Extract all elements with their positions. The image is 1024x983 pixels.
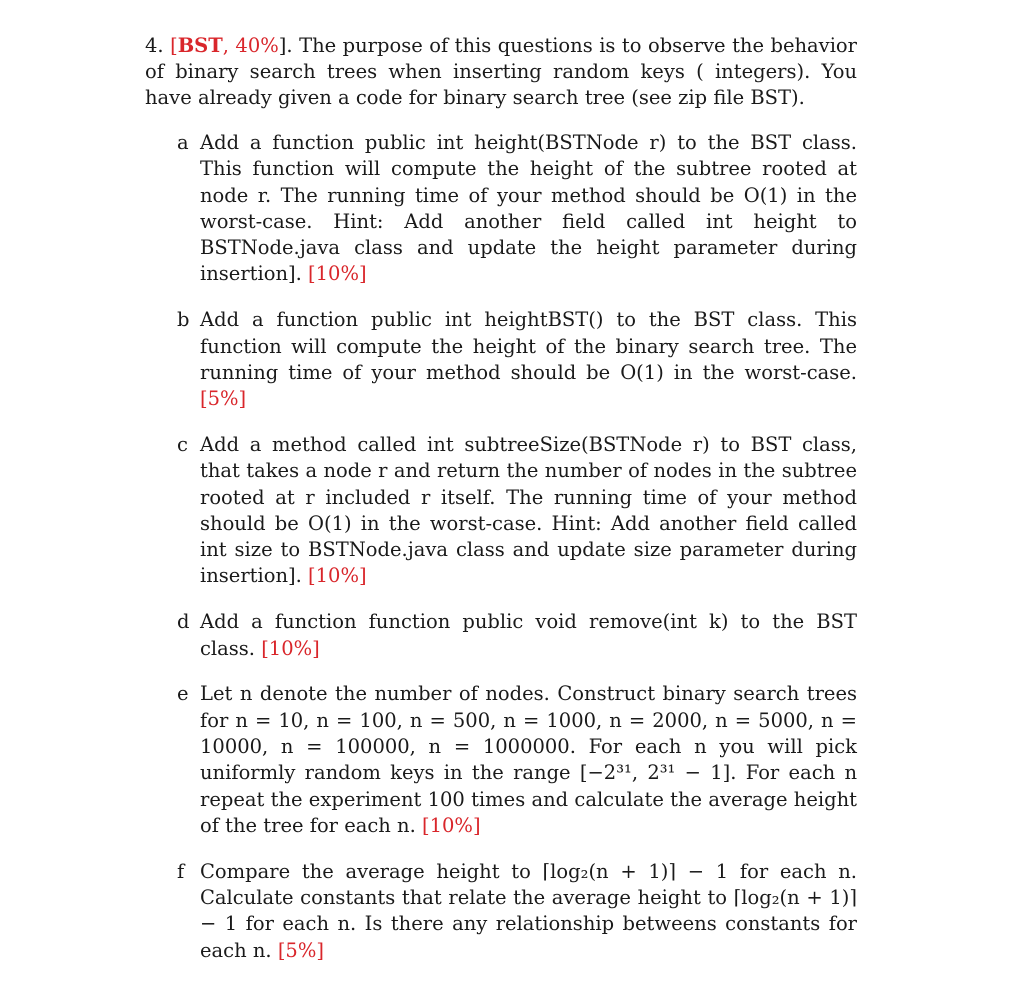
question-list <box>145 130 857 964</box>
question-item-b <box>145 307 857 412</box>
item-letter: f <box>177 859 185 883</box>
item-points: [10%] <box>261 636 320 660</box>
question-item-d <box>145 609 857 662</box>
item-letter: b <box>177 308 190 332</box>
item-letter: d <box>177 610 190 634</box>
item-points: [10%] <box>308 564 367 588</box>
item-points: [5%] <box>277 938 324 962</box>
item-points: [5%] <box>200 387 247 411</box>
problem-weight: , 40% <box>222 34 279 57</box>
item-points: [10%] <box>308 262 367 286</box>
item-text: Add a function public int height(BSTNode r) to the BST class. This function will compute the height of the subtree rooted at node r. The running time of your method should be O(1) in the worst-case. Hint: Add another field called int height to BSTNode.java class and update the height parameter during insertion]. <box>200 131 857 286</box>
item-points: [10%] <box>422 813 481 837</box>
item-text: Let n denote the number of nodes. Construct binary search trees for n = 10, n = 100, n = 500, n = 1000, n = 2000, n = 5000, n = 10000, n = 100000, n = 1000000. For each n you will pick uniformly random keys in the range [−2³¹, 2³¹ − 1]. For each n repeat the experiment 100 times and calculate the average height of the tree for each n. <box>200 682 857 837</box>
item-text: Add a function function public void remove(int k) to the BST class. <box>200 610 857 660</box>
question-item-a <box>145 130 857 288</box>
problem-tag: BST <box>177 34 223 57</box>
question-item-f <box>145 859 857 964</box>
question-item-c <box>145 432 857 590</box>
item-text: Add a method called int subtreeSize(BSTNode r) to BST class, that takes a node r and return the number of nodes in the subtree rooted at r included r itself. The running time of your method should be O(1) in the worst-case. Hint: Add another field called int size to BSTNode.java class and update size parameter during insertion]. <box>200 432 857 588</box>
item-text: Compare the average height to ⌈log₂(n + 1)⌉ − 1 for each n. Calculate constants that relate the average height to ⌈log₂(n + 1)⌉ − 1 for each n. Is there any relationship betweens constants for each n. <box>200 859 857 962</box>
item-letter: c <box>177 432 188 456</box>
document-page <box>145 33 857 983</box>
problem-tag-bracket-open: [ <box>170 34 178 57</box>
problem-number: 4. <box>145 34 164 57</box>
item-letter: e <box>177 682 189 706</box>
item-text: Add a function public int heightBST() to the BST class. This function will compute the height of the binary search tree. The running time of your method should be O(1) in the worst-case. <box>200 308 857 384</box>
problem-intro: The purpose of this questions is to observe the behavior of binary search trees when inserting random keys ( integers). You have already given a code for binary search tree (see zip file BST). <box>145 34 857 109</box>
problem-tag-bracket-close: ]. <box>278 34 293 57</box>
problem-statement <box>145 33 857 111</box>
item-letter: a <box>177 131 189 154</box>
question-item-e <box>145 681 857 839</box>
